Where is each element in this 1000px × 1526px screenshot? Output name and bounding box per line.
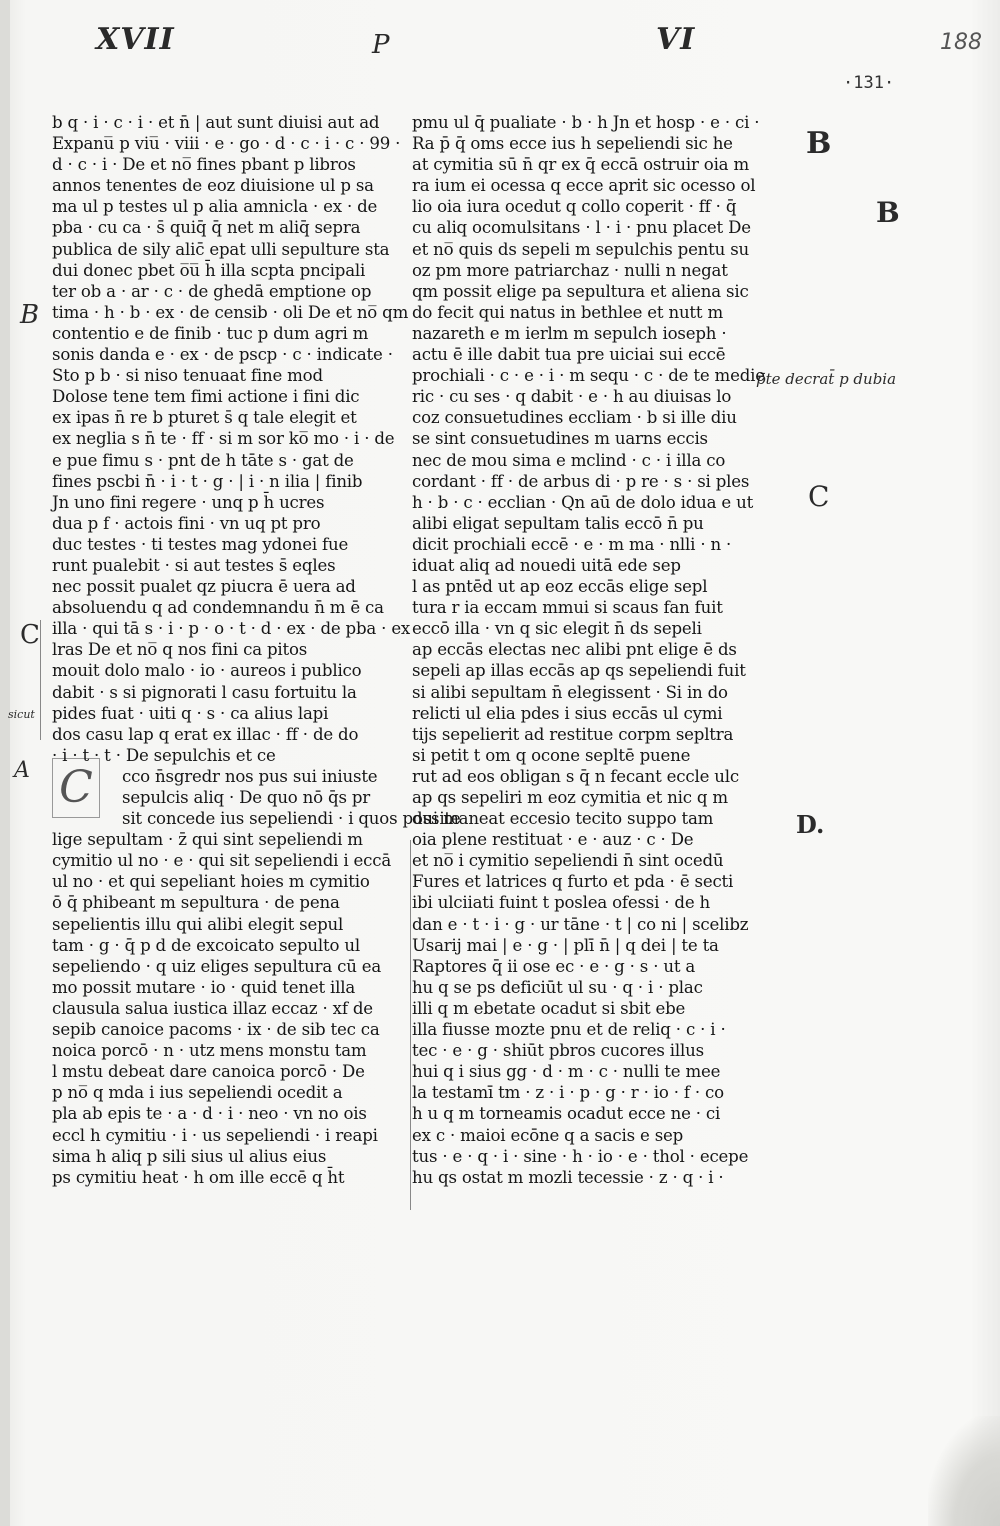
text-line: mo possit mutare · io · quid tenet illa <box>52 977 356 997</box>
text-line: ra ium ei ocessa q ecce aprit sic ocesso ol <box>412 176 756 196</box>
running-head-right: VI <box>656 22 696 57</box>
text-line: rut ad eos obligan s q̄ n fecant eccle ulc <box>412 766 739 786</box>
text-line: oia plene restituat · e · auz · c · De <box>412 830 694 850</box>
text-line: dos casu lap q erat ex illac · ff · de do <box>52 724 359 744</box>
text-line: lras De et no̅ q nos fini ca pitos <box>52 640 308 660</box>
text-line: ps cymitiu heat · h om ille eccē q h̄t <box>52 1167 345 1187</box>
text-line: hui q i sius gg · d · m · c · nulli te mee <box>412 1062 721 1082</box>
text-line: illa · qui tā s · i · p · o · t · d · ex · de pba · ex <box>52 619 411 639</box>
text-line: annos tenentes de eoz diuisione ul p sa <box>52 176 374 196</box>
text-line: dui donec pbet o̅u̅ h̄ illa scpta pncipali <box>52 260 366 280</box>
column-rule-left <box>40 620 41 740</box>
text-line: Usarij mai | e · g · | plī n̄ | q dei | te ta <box>412 935 719 955</box>
margin-note-left: sicut <box>8 708 35 721</box>
text-line: ap qs sepeliri m eoz cymitia et nic q m <box>412 788 728 807</box>
text-line: ibi ulciiati fuint t poslea ofessi · de h <box>412 893 711 913</box>
text-line: ter ob a · ar · c · de ghedā emptione op <box>52 281 372 301</box>
running-head-left: XVII <box>96 22 175 57</box>
text-line: tijs sepelierit ad restitue corpm sepltra <box>412 724 734 744</box>
text-line: dua p f · actois fini · vn uq pt pro <box>52 513 321 533</box>
text-line: sepeli ap illas eccās ap qs sepeliendi fuit <box>412 661 746 681</box>
text-line: dicit prochiali eccē · e · m ma · nlli · n · <box>412 534 732 554</box>
margin-letter-right-b2: B <box>876 196 900 229</box>
text-line: ap eccās electas nec alibi pnt elige ē ds <box>412 640 737 660</box>
running-head-center: P <box>372 30 390 60</box>
text-line: et no̅ quis ds sepeli m sepulchis pentu su <box>412 239 750 259</box>
text-line: pides fuat · uiti q · s · ca alius lapi <box>52 703 329 723</box>
text-line: clausula salua iustica illaz eccaz · xf de <box>52 998 373 1018</box>
text-line: iduat aliq ad nouedi uitā ede sep <box>412 555 681 575</box>
text-line: illi q m ebetate ocadut si sbit ebe <box>412 998 686 1018</box>
margin-letter-right-c: C <box>808 480 830 513</box>
text-line: la testamī tm · z · i · p · g · r · io · f · co <box>412 1083 724 1103</box>
text-line: tus · e · q · i · sine · h · io · e · thol · ecepe <box>412 1146 749 1166</box>
text-line: publica de sily alic̄ epat ulli sepulture sta <box>52 239 390 259</box>
text-line: coz consuetudines eccliam · b si ille diu <box>412 408 737 428</box>
text-line: si alibi sepultam n̄ elegissent · Si in do <box>412 682 728 702</box>
text-line: at cymitia sū n̄ qr ex q̄ eccā ostruir oia m <box>412 155 749 175</box>
text-line: et no̅ i cymitio sepeliendi n̄ sint ocedū <box>412 851 724 871</box>
text-line: Dolose tene tem fimi actione i fini dic <box>52 387 360 407</box>
text-line: tec · e · g · shiūt pbros cucores illus <box>412 1041 704 1061</box>
text-line: oz pm more patriarchaz · nulli n negat <box>412 260 728 280</box>
text-line: si petit t om q ocone sepltē puene <box>412 745 691 765</box>
text-line: alibi eligat sepultam talis eccō n̄ pu <box>412 513 704 533</box>
text-line: sepulcis aliq · De quo nō q̄s pr <box>122 788 370 807</box>
text-line: absoluendu q ad condemnandu n̄ m ē ca <box>52 598 384 618</box>
margin-note-right: p̄te decrat̄ p dubia <box>756 370 897 388</box>
text-line: sonis danda e · ex · de pscp · c · indicate · <box>52 345 393 365</box>
text-line: illa fiusse mozte pnu et de reliq · c · i · <box>412 1020 726 1040</box>
text-line: d · c · i · De et no̅ fines pbant p libros <box>52 155 356 175</box>
text-line: prochiali · c · e · i · m sequ · c · de te medie <box>412 366 765 386</box>
text-line: tura r ia eccam mmui si scaus fan fuit <box>412 598 723 618</box>
text-line: h · b · c · ecclian · Qn aū de dolo idua e ut <box>412 492 754 512</box>
text-line: mouit dolo malo · io · aureos i publico <box>52 661 362 681</box>
text-line: actu ē ille dabit tua pre uiciai sui eccē <box>412 345 726 365</box>
text-line: sima h aliq p sili sius ul alius eius <box>52 1146 327 1166</box>
text-line: nec possit pualet qz piucra ē uera ad <box>52 577 356 597</box>
text-line: p no̅ q mda i ius sepeliendi ocedit a <box>52 1083 343 1103</box>
text-line: ex c · maioi ecōne q a sacis e sep <box>412 1125 684 1145</box>
text-line: sepib canoice pacoms · ix · de sib tec ca <box>52 1020 380 1040</box>
text-line: cordant · ff · de arbus di · p re · s · si ples <box>412 471 750 491</box>
secondary-folio-number: ·131· <box>843 73 895 93</box>
corner-stain <box>928 1416 1000 1526</box>
decorated-initial: C <box>52 758 100 818</box>
text-line: noica porcō · n · utz mens monstu tam <box>52 1041 367 1061</box>
text-line: l mstu debeat dare canoica porcō · De <box>52 1062 365 1082</box>
text-line: cco n̄sgredr nos pus sui iniuste <box>122 766 378 786</box>
text-line: e pue fimu s · pnt de h tāte s · gat de <box>52 450 354 470</box>
text-line: pba · cu ca · s̄ quiq̄ q̄ net m aliq̄ sepra <box>52 218 361 238</box>
text-line: Ra p̄ q̄ oms ecce ius h sepeliendi sic he <box>412 134 733 154</box>
text-column-left <box>52 112 461 1188</box>
text-line: cu aliq ocomulsitans · l · i · pnu placet De <box>412 218 751 238</box>
margin-letter-left-a: A <box>14 758 30 783</box>
text-line: tima · h · b · ex · de censib · oli De et no̅ qm <box>52 302 409 322</box>
text-line: ex neglia s n̄ te · ff · si m sor ko̅ mo · i · de <box>52 429 395 449</box>
text-line: duc testes · ti testes mag ydonei fue <box>52 534 349 554</box>
text-line: lige sepultam · z̄ qui sint sepeliendi m <box>52 830 363 850</box>
text-line: contentio e de finib · tuc p dum agri m <box>52 323 369 343</box>
text-line: qm possit elige pa sepultura et aliena sic <box>412 281 749 301</box>
margin-letter-left-b: B <box>20 300 40 330</box>
text-line: pmu ul q̄ pualiate · b · h Jn et hosp · e · ci · <box>412 113 760 132</box>
text-line: fines pscbi n̄ · i · t · g · | i · n ilia | finib <box>52 471 363 491</box>
text-line: relicti ul elia pdes i sius eccās ul cymi <box>412 703 723 723</box>
text-line: sepelientis illu qui alibi elegit sepul <box>52 914 344 934</box>
text-line: sepeliendo · q uiz eliges sepultura cū ea <box>52 956 382 976</box>
text-line: ō q̄ phibeant m sepultura · de pena <box>52 893 340 913</box>
text-line: · i · t · t · De sepulchis et ce <box>52 745 276 765</box>
text-line: sit concede ius sepeliendi · i quos possite <box>122 809 461 829</box>
text-column-right <box>412 112 765 1188</box>
text-line: eccō illa · vn q sic elegit n̄ ds sepeli <box>412 619 702 639</box>
text-line: Raptores q̄ ii ose ec · e · g · s · ut a <box>412 956 696 976</box>
margin-letter-left-c: C <box>20 620 40 650</box>
text-line: hu qs ostat m mozli tecessie · z · q · i · <box>412 1167 724 1187</box>
text-line: tam · g · q̄ p d de excoicato sepulto ul <box>52 935 360 955</box>
text-line: lio oia iura ocedut q collo coperit · ff · q̄ <box>412 197 737 217</box>
text-line: do fecit qui natus in bethlee et nutt m <box>412 302 723 322</box>
text-line: dabit · s si pignorati l casu fortuitu la <box>52 682 357 702</box>
text-line: h u q m torneamis ocadut ecce ne · ci <box>412 1104 721 1124</box>
text-line: nazareth e m ierlm m sepulch ioseph · <box>412 323 727 343</box>
margin-letter-right-d: D. <box>796 810 825 839</box>
text-line: l as pntēd ut ap eoz eccās elige sepl <box>412 577 708 597</box>
text-line: runt pualebit · si aut testes s̄ eqles <box>52 555 336 575</box>
text-line: cymitio ul no · e · qui sit sepeliendi i eccā <box>52 851 392 871</box>
text-line: Sto p b · si niso tenuaat fine mod <box>52 366 323 386</box>
text-line: Expanu̅ p viu̅ · viii · e · go · d · c · i · c · 99 · <box>52 134 401 154</box>
text-line: ex ipas n̄ re b pturet s̄ q tale elegit et <box>52 408 357 428</box>
text-line: dan e · t · i · g · ur tāne · t | co ni | scelibz <box>412 914 749 934</box>
text-line: dui maneat eccesio tecito suppo tam <box>412 809 714 829</box>
text-line: b q · i · c · i · et n̄ | aut sunt diuisi aut ad <box>52 113 380 132</box>
text-line: se sint consuetudines m uarns eccis <box>412 429 708 449</box>
text-line: ul no · et qui sepeliant hoies m cymitio <box>52 872 370 892</box>
text-line: Jn uno fini regere · unq p h̄ ucres <box>52 492 325 512</box>
text-line: pla ab epis te · a · d · i · neo · vn no ois <box>52 1104 367 1124</box>
column-rule-right <box>410 840 411 1210</box>
folio-number: 188 <box>940 30 982 55</box>
text-line: nec de mou sima e mclind · c · i illa co <box>412 450 726 470</box>
text-line: ric · cu ses · q dabit · e · h au diuisas lo <box>412 387 732 407</box>
text-line: Fures et latrices q furto et pda · ē secti <box>412 872 734 892</box>
text-line: hu q se ps deficiūt ul su · q · i · plac <box>412 977 703 997</box>
text-line: eccl h cymitiu · i · us sepeliendi · i reapi <box>52 1125 378 1145</box>
margin-letter-right-b1: B <box>806 126 832 161</box>
text-line: ma ul p testes ul p alia amnicla · ex · de <box>52 197 378 217</box>
binding-gutter <box>0 0 10 1526</box>
